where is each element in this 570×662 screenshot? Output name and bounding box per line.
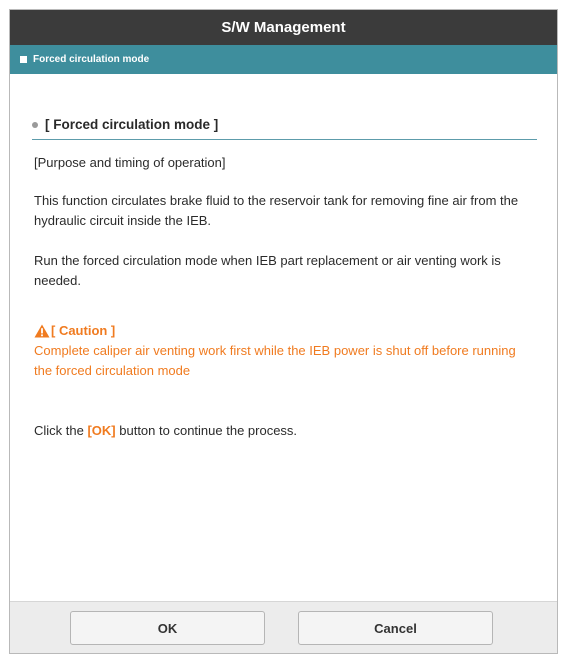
- instruction-text: [32, 421, 534, 441]
- instruction-prefix: Click the: [34, 423, 88, 438]
- subheader-bar: [10, 45, 557, 74]
- window-title: S/W Management: [221, 19, 346, 36]
- caution-heading: [32, 321, 539, 341]
- dialog-content: [10, 74, 557, 601]
- ok-button[interactable]: OK: [70, 611, 265, 645]
- caution-heading-text: [ Caution ]: [51, 323, 116, 338]
- section-heading-text: [ Forced circulation mode ]: [45, 117, 219, 132]
- subheader-label: Forced circulation mode: [33, 54, 150, 65]
- dot-bullet-icon: [32, 122, 38, 128]
- instruction-suffix: button to continue the process.: [115, 423, 298, 438]
- instruction-ok-highlight: [OK]: [87, 423, 116, 438]
- purpose-text: [Purpose and timing of operation]: [34, 155, 226, 170]
- square-bullet-icon: [20, 56, 27, 63]
- dialog-window: [9, 9, 558, 654]
- run-condition-text: Run the forced circulation mode when IEB part replacement or air venting work is needed.: [34, 253, 501, 288]
- cancel-button[interactable]: Cancel: [298, 611, 493, 645]
- description-text: This function circulates brake fluid to the reservoir tank for removing fine air from the hydraulic circuit inside the IEB.: [34, 193, 519, 228]
- title-bar: [10, 10, 557, 45]
- section-heading: [32, 115, 537, 140]
- button-footer: [10, 601, 557, 653]
- warning-triangle-icon: [34, 324, 50, 338]
- caution-text: Complete caliper air venting work first while the IEB power is shut off before running the forced circulation mode: [34, 343, 516, 378]
